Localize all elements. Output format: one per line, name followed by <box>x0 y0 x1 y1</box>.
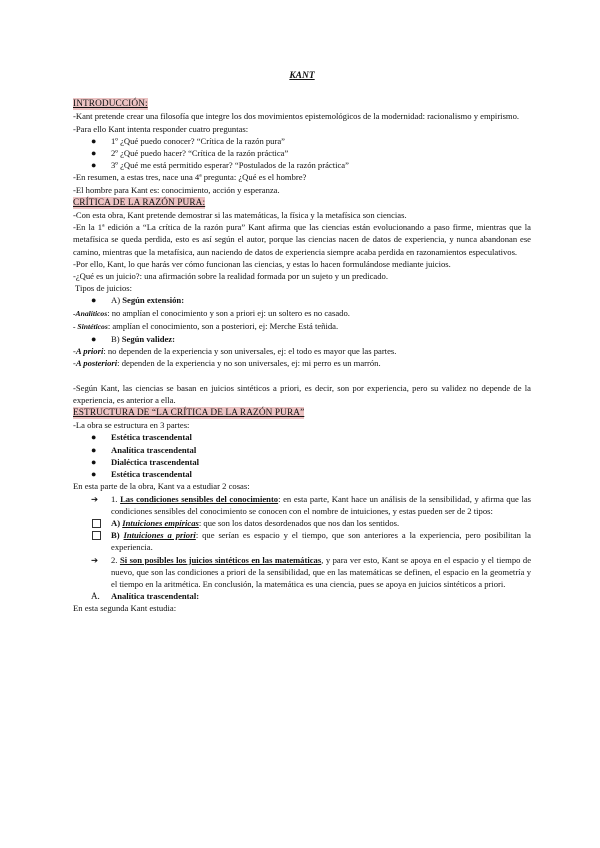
critica-paragraph-1: -Con esta obra, Kant pretende demostrar si las matemáticas, la física y la metafísica son ciencias. <box>73 210 407 221</box>
sinteticos-term: - Sintéticos <box>73 321 108 331</box>
intro-section <box>73 97 531 196</box>
chk1-label: A) <box>111 517 123 528</box>
question-text: 1º ¿Qué puedo conocer? “Crítica de la razón pura” <box>111 135 285 146</box>
chk2-label: B) <box>111 530 124 541</box>
bullet-icon: ● <box>91 160 97 171</box>
apriori-text: : no dependen de la experiencia y son universales, ej: el todo es mayor que las partes. <box>103 346 397 357</box>
analitica-item <box>73 590 531 602</box>
checkbox-icon <box>92 519 101 528</box>
estructura-paragraph-2: En esta parte de la obra, Kant va a estudiar 2 cosas: <box>73 481 250 492</box>
checkbox-item-2 <box>73 529 531 553</box>
critica-paragraph-4: -¿Qué es un juicio?: una afirmación sobre la realidad formada por un sujeto y un predicado. <box>73 271 388 282</box>
apriori-line <box>73 345 531 357</box>
item2-text: , y para ver esto, Kant se apoya en el espacio y el tiempo de nuevo, que son las condiciones a priori de la sensibilidad, que en las matemáticas se definen, el espacio en la geometría y el tiempo en la aritmética. En conclusión, la matemática es una ciencia, pues se apoya en juicios sintéticos a priori. <box>111 554 532 589</box>
part-text: Dialéctica trascendental <box>111 456 200 467</box>
intro-heading: INTRODUCCIÓN: <box>73 99 148 110</box>
arrow-item-2 <box>73 554 531 591</box>
question-text: 3º ¿Qué me está permitido esperar? “Postulados de la razón práctica” <box>111 160 349 171</box>
part-text: Analítica trascendental <box>111 444 197 455</box>
item1-title: Las condiciones sensibles del conocimiento <box>120 493 279 504</box>
chk1-text: : que son los datos desordenados que nos dan los sentidos. <box>198 517 400 528</box>
analitica-label: A. <box>91 591 100 602</box>
part-item <box>73 468 531 480</box>
apriori-term: -A priori <box>73 346 104 357</box>
question-item <box>73 135 531 147</box>
aposteriori-text: : dependen de la experiencia y no son universales, ej: mi perro es un marrón. <box>117 358 381 369</box>
bullet-icon: ● <box>91 469 97 480</box>
part-text: Estética trascendental <box>111 432 192 443</box>
page-title: KANT <box>289 71 315 81</box>
sinteticos-line <box>73 320 531 333</box>
bullet-icon: ● <box>91 295 97 306</box>
chk1-term: Intuiciones empíricas <box>122 517 199 528</box>
chk2-term: Intuiciones a priori <box>123 530 196 541</box>
arrow-item-1 <box>73 493 531 517</box>
part-text: Estética trascendental <box>111 469 192 480</box>
critica-paragraph-2: -En la 1ª edición a “La crítica de la razón pura” Kant afirma que las ciencias están evolucionando a paso firme, mientras que la metafísica se queda perdida, esto es así según el autor, porque las ciencias nacen de datos de experiencia, y nunca abandonan ese camino, mientras que la metafísica, aun naciendo de datos de experiencia siempre acaba perdida en razonamientos especulativos. <box>73 222 531 257</box>
intro-paragraph-1: -Kant pretende crear una filosofía que integre los dos movimientos epistemológicos de la modernidad: racionalismo y empirismo. <box>73 111 520 122</box>
intro-paragraph-4: -El hombre para Kant es: conocimiento, acción y esperanza. <box>73 184 280 195</box>
document-page <box>73 70 531 615</box>
analitica-title: Analítica trascendental: <box>111 591 200 602</box>
arrow-right-icon: ➔ <box>91 554 99 565</box>
critica-paragraph-5: -Según Kant, las ciencias se basan en juicios sintéticos a priori, es decir, son por experiencia, pero su validez no depende de la experiencia, es anterior a ella. <box>73 382 531 405</box>
tipo-a-item <box>73 294 531 306</box>
estructura-section <box>73 406 531 614</box>
checkbox-icon <box>92 531 101 540</box>
analiticos-line <box>73 307 531 320</box>
item2-number: 2. <box>111 554 120 565</box>
part-item <box>73 431 531 443</box>
bullet-icon: ● <box>91 456 97 467</box>
tipo-a-label: A) <box>111 295 123 306</box>
chk2-text: : que serían es espacio y el tiempo, que son anteriores a la experiencia, pero posibilitan la experiencia. <box>111 530 531 553</box>
aposteriori-term: -A posteriori <box>73 358 118 369</box>
question-item <box>73 147 531 159</box>
critica-section <box>73 196 531 406</box>
bullet-icon: ● <box>91 135 97 146</box>
critica-paragraph-3: -Por ello, Kant, lo que harás ver cómo funcionan las ciencias, y estas lo hacen formulándose mediante juicios. <box>73 258 451 269</box>
intro-paragraph-3: -En resumen, a estas tres, nace una 4ª pregunta: ¿Qué es el hombre? <box>73 172 307 183</box>
critica-heading: CRÍTICA DE LA RAZÓN PURA: <box>73 197 206 208</box>
tipo-b-title: Según validez: <box>121 334 175 345</box>
bullet-icon: ● <box>91 334 97 345</box>
bullet-icon: ● <box>91 444 97 455</box>
analiticos-term: -Analíticos <box>73 308 108 318</box>
aposteriori-line <box>73 357 531 369</box>
analiticos-text: : no amplían el conocimiento y son a priori ej: un soltero es no casado. <box>107 307 350 318</box>
arrow-right-icon: ➔ <box>91 493 99 504</box>
question-item <box>73 159 531 171</box>
estructura-heading: ESTRUCTURA DE “LA CRÍTICA DE LA RAZÓN PURA” <box>73 408 305 419</box>
tipos-label: Tipos de juicios: <box>75 283 132 294</box>
bullet-icon: ● <box>91 148 97 159</box>
item1-text: : en esta parte, Kant hace un análisis de la sensibilidad, y afirma que las condiciones sensibles del conocimiento se conocen con el nombre de intuiciones, y estas pueden ser de 2 tipos: <box>111 493 531 516</box>
item2-title: Si son posibles los juicios sintéticos en las matemáticas <box>119 554 322 565</box>
item1-number: 1. <box>111 493 121 504</box>
intro-paragraph-2: -Para ello Kant intenta responder cuatro preguntas: <box>73 123 249 134</box>
checkbox-item-1 <box>73 517 531 529</box>
sinteticos-text: : amplían el conocimiento, son a posteriori, ej: Merche Está teñida. <box>107 320 339 331</box>
bullet-icon: ● <box>91 432 97 443</box>
tipo-b-label: B) <box>111 334 122 345</box>
tipo-a-title: Según extensión: <box>122 295 185 306</box>
question-text: 2º ¿Qué puedo hacer? “Crítica de la razón práctica” <box>111 148 289 159</box>
part-item <box>73 456 531 468</box>
tipo-b-item <box>73 333 531 345</box>
estructura-paragraph-1: -La obra se estructura en 3 partes: <box>73 420 190 431</box>
estructura-paragraph-3: En esta segunda Kant estudia: <box>73 603 177 614</box>
part-item <box>73 444 531 456</box>
